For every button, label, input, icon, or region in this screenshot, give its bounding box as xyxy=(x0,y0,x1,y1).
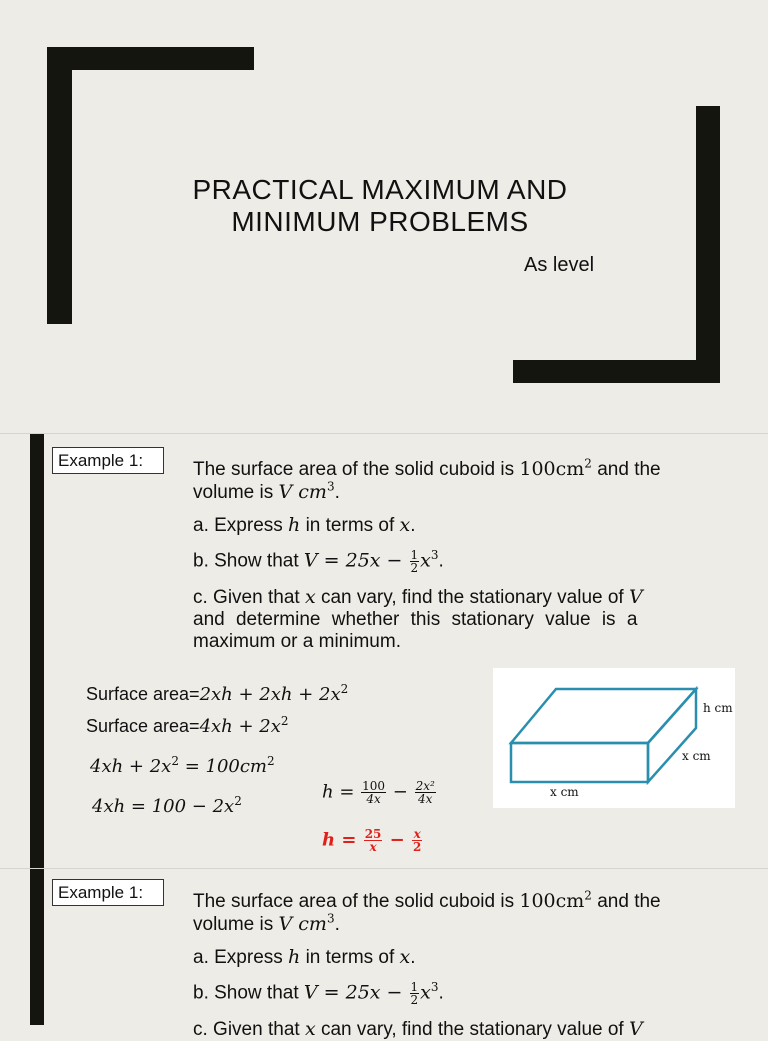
part-c-line1: c. Given that x can vary, find the stationary value of V xyxy=(193,586,643,608)
cuboid-front-face xyxy=(511,743,648,782)
bracket-top-left-vertical xyxy=(47,47,72,324)
surface-area-line-1: Surface area=2xh + $2xh + 2x^2$ xyxy=(86,682,349,705)
example-label: Example 1: xyxy=(52,447,164,474)
bracket-bottom-right-horizontal xyxy=(513,360,720,383)
bracket-top-left-horizontal xyxy=(47,47,254,70)
problem-statement-repeat xyxy=(193,890,739,1041)
title-line-2: MINIMUM PROBLEMS xyxy=(231,206,529,237)
title-line-1: PRACTICAL MAXIMUM AND xyxy=(192,174,568,205)
label-x-cm-bottom: x cm xyxy=(550,785,579,799)
problem-intro-line1: The surface area of the solid cuboid is $100cm^2$ and the xyxy=(193,456,661,480)
label-h-cm: h cm xyxy=(703,701,733,715)
bracket-bottom-right-vertical xyxy=(696,106,720,383)
equation-1: $4xh + 2x^2 = 100cm^2$ xyxy=(90,754,275,777)
cuboid-side-face xyxy=(648,689,696,782)
left-accent-bar-repeat xyxy=(30,869,44,1025)
left-accent-bar xyxy=(30,434,44,868)
h-answer: h = $\frac{25}{x}$ − $\frac{x}{2}$ xyxy=(322,827,422,854)
example-slide xyxy=(0,433,768,868)
part-c xyxy=(193,586,739,653)
problem-statement xyxy=(193,458,739,653)
subtitle: As level xyxy=(524,254,595,276)
problem-intro-line1-repeat: The surface area of the solid cuboid is $100cm^2$ and the xyxy=(193,888,661,912)
problem-intro-line2-repeat: volume is V $cm^3$. xyxy=(193,911,340,935)
label-x-cm-side: x cm xyxy=(682,749,711,763)
example-label-repeat: Example 1: xyxy=(52,879,164,906)
h-expression: h = $\frac{100}{4x}$ − $\frac{\text{2x²}}{4x}$ xyxy=(322,779,435,806)
example-slide-repeat xyxy=(0,868,768,1040)
part-a: a. Express h in terms of x. xyxy=(193,514,416,536)
part-b-repeat: b. Show that V = 25x − $\frac{1}{2}$ $x^3$. xyxy=(193,980,444,1007)
equation-2: $4xh = 100 - 2x^2$ xyxy=(92,794,242,817)
cuboid-diagram xyxy=(493,668,735,808)
part-a-repeat: a. Express h in terms of x. xyxy=(193,946,416,968)
part-c-line2: and determine whether this stationary value is a xyxy=(193,609,638,630)
part-c-line3: maximum or a minimum. xyxy=(193,631,401,652)
page-title xyxy=(150,174,610,238)
cuboid-figure xyxy=(493,668,735,808)
part-c-line1-repeat: c. Given that x can vary, find the stationary value of V xyxy=(193,1018,643,1040)
part-b: b. Show that V = 25x − $\frac{1}{2}$ $x^3$. xyxy=(193,548,444,575)
surface-area-line-2: Surface area=4xh + $2x^2$ xyxy=(86,714,289,737)
cuboid-top-face xyxy=(511,689,696,743)
problem-intro-line2: volume is V $cm^3$. xyxy=(193,479,340,503)
title-slide xyxy=(0,0,768,432)
part-c-repeat xyxy=(193,1018,739,1041)
